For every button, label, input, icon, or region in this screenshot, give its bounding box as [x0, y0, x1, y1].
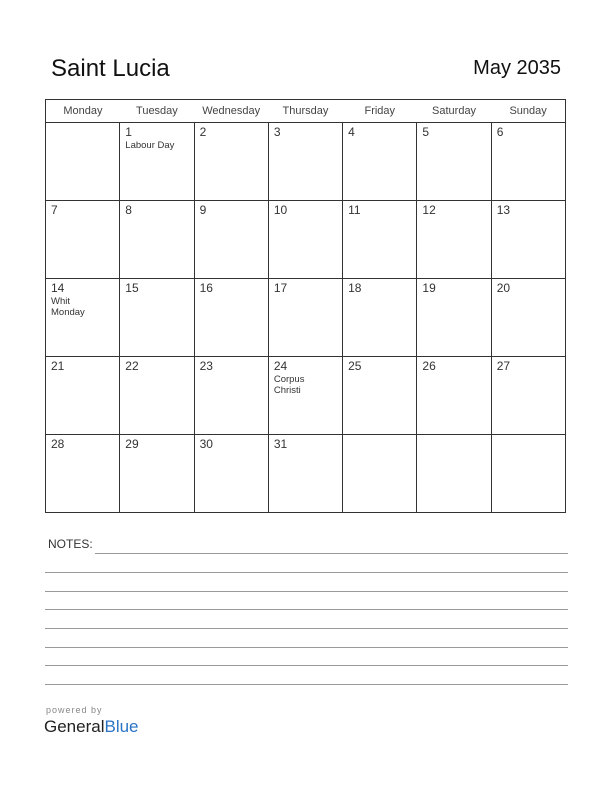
notes-line	[45, 684, 568, 685]
day-cell	[417, 201, 491, 279]
day-number: 23	[199, 359, 213, 373]
week-row	[46, 201, 566, 279]
day-number: 2	[199, 125, 207, 139]
day-cell	[46, 123, 120, 201]
week-row	[46, 279, 566, 357]
day-number: 31	[273, 437, 288, 451]
day-number: 6	[496, 125, 504, 139]
day-cell	[120, 123, 194, 201]
day-number: 29	[125, 437, 139, 451]
day-cell	[343, 279, 417, 357]
day-cell	[194, 279, 268, 357]
day-number: 28	[51, 437, 65, 451]
holiday-label: Corpus Christi	[273, 374, 305, 396]
day-number: 18	[348, 281, 362, 295]
day-cell	[343, 123, 417, 201]
generalblue-logo[interactable]	[44, 717, 139, 737]
notes-line	[45, 647, 568, 648]
weekday-thursday: Thursday	[268, 100, 342, 123]
notes-line	[45, 591, 568, 592]
notes-line	[95, 553, 568, 554]
day-number: 7	[51, 203, 58, 217]
day-cell	[194, 357, 268, 435]
day-cell	[46, 357, 120, 435]
day-cell	[120, 435, 194, 513]
day-number: 1	[125, 125, 132, 139]
week-row	[46, 435, 566, 513]
day-cell	[268, 357, 342, 435]
day-cell	[268, 279, 342, 357]
day-number: 4	[348, 125, 355, 139]
day-cell	[120, 357, 194, 435]
notes-line	[45, 609, 568, 610]
weekday-header-row	[46, 100, 566, 123]
week-row	[46, 357, 566, 435]
logo-text-blue: Blue	[104, 717, 139, 736]
day-number: 9	[199, 203, 207, 217]
powered-by-text: powered by	[46, 705, 103, 715]
day-cell	[194, 201, 268, 279]
day-cell	[343, 357, 417, 435]
day-cell	[120, 201, 194, 279]
day-number: 22	[125, 359, 139, 373]
weekday-tuesday: Tuesday	[120, 100, 194, 123]
calendar-grid	[45, 99, 566, 513]
day-number: 25	[348, 359, 362, 373]
day-cell	[46, 201, 120, 279]
day-cell	[491, 357, 565, 435]
week-row	[46, 123, 566, 201]
notes-line	[45, 572, 568, 573]
day-number: 11	[348, 203, 361, 217]
weekday-monday: Monday	[46, 100, 120, 123]
day-number: 14	[51, 281, 65, 295]
page-title: Saint Lucia	[51, 55, 170, 82]
day-cell	[268, 435, 342, 513]
day-number: 24	[273, 359, 288, 373]
day-cell	[491, 201, 565, 279]
day-cell	[491, 435, 565, 513]
month-title: May 2035	[473, 57, 561, 79]
notes-label: NOTES:	[48, 537, 93, 551]
day-number: 5	[422, 125, 430, 139]
day-cell	[417, 123, 491, 201]
day-cell	[120, 279, 194, 357]
day-cell	[343, 435, 417, 513]
day-cell	[194, 123, 268, 201]
day-cell	[194, 435, 268, 513]
weekday-wednesday: Wednesday	[194, 100, 268, 123]
day-cell	[343, 201, 417, 279]
day-number: 15	[125, 281, 139, 295]
day-cell	[46, 279, 120, 357]
day-number: 21	[51, 359, 65, 373]
day-number: 30	[199, 437, 213, 451]
day-cell	[417, 435, 491, 513]
day-number: 16	[199, 281, 213, 295]
holiday-label: Whit Monday	[51, 296, 85, 318]
day-cell	[491, 123, 565, 201]
day-number: 3	[273, 125, 281, 139]
day-cell	[268, 201, 342, 279]
notes-line	[45, 628, 568, 629]
day-number: 8	[125, 203, 132, 217]
day-cell	[268, 123, 342, 201]
day-cell	[491, 279, 565, 357]
holiday-label: Labour Day	[125, 140, 175, 151]
day-number: 13	[496, 203, 511, 217]
day-cell	[46, 435, 120, 513]
weekday-saturday: Saturday	[417, 100, 491, 123]
notes-line	[45, 665, 568, 666]
day-number: 27	[496, 359, 511, 373]
weekday-friday: Friday	[343, 100, 417, 123]
day-number: 10	[273, 203, 288, 217]
day-cell	[417, 357, 491, 435]
day-cell	[417, 279, 491, 357]
day-number: 26	[422, 359, 436, 373]
day-number: 20	[496, 281, 511, 295]
day-number: 12	[422, 203, 436, 217]
day-number: 19	[422, 281, 436, 295]
day-number: 17	[273, 281, 288, 295]
weekday-sunday: Sunday	[491, 100, 565, 123]
logo-text-general: General	[44, 717, 105, 736]
